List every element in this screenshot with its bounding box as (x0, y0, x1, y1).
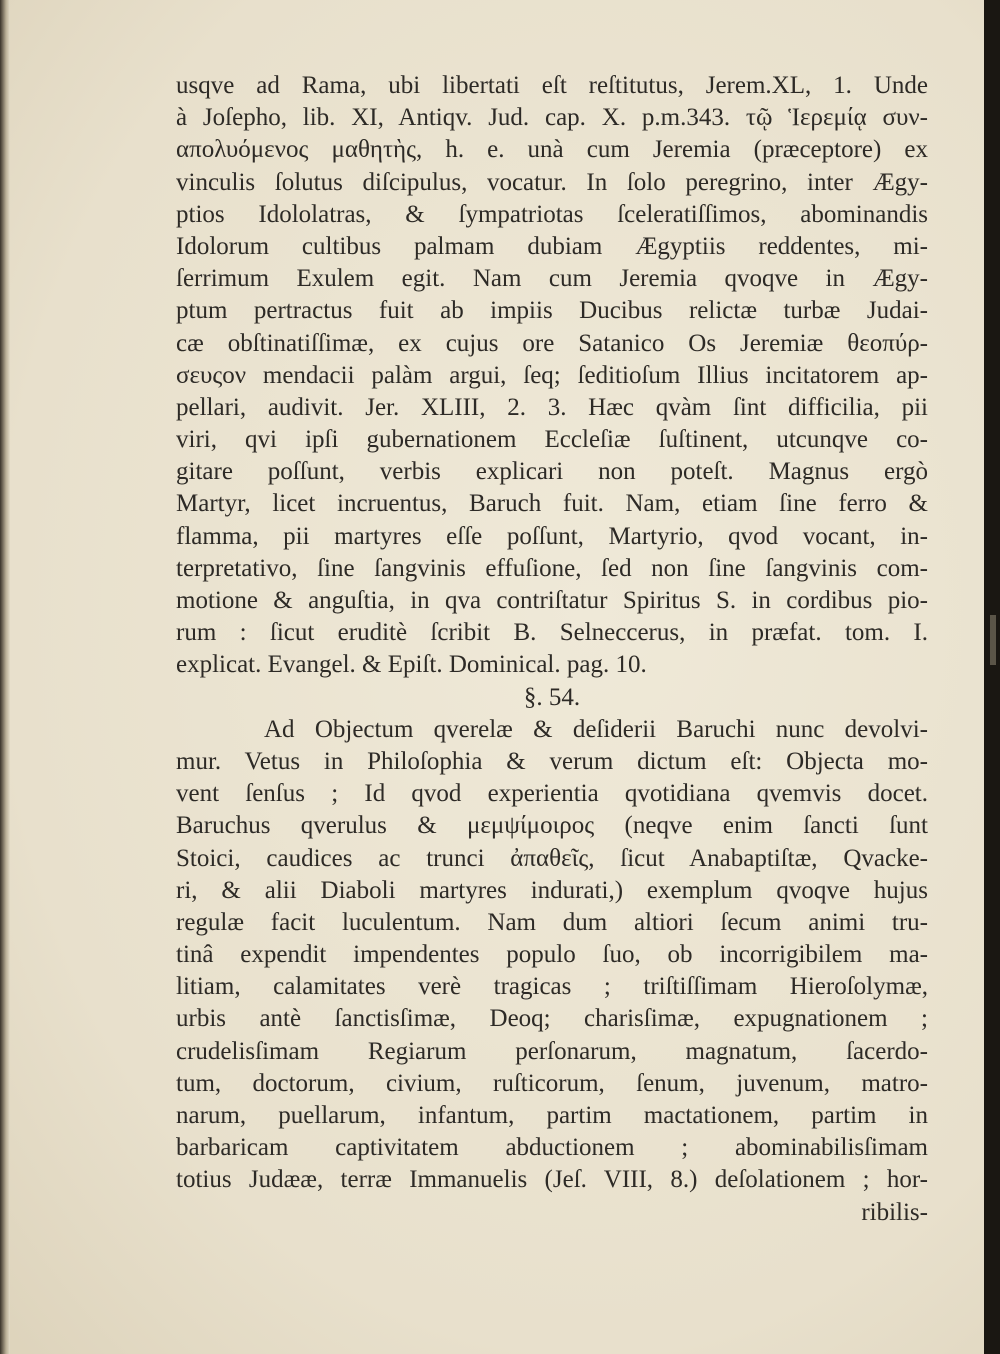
text-line: barbaricam captivitatem abductionem ; abominabilisſimam (176, 1134, 928, 1162)
text-line: motione & anguſtia, in qva contriſtatur Spiritus S. in cordibus pio- (176, 587, 928, 614)
text-line: vent ſenſus ; Id qvod experientia qvotidiana qvemvis docet. (176, 780, 928, 808)
text-line: usqve ad Rama, ubi libertati eſt reſtitutus, Jerem.XL, 1. Unde (176, 72, 928, 99)
text-line: regulæ facit luculentum. Nam dum altiori ſecum animi tru- (176, 908, 928, 936)
text-line: explicat. Evangel. & Epiſt. Dominical. pag. 10. (176, 651, 647, 679)
text-line: totius Judææ, terræ Immanuelis (Jeſ. VIII, 8.) deſolationem ; hor- (176, 1166, 928, 1194)
page-binding-shadow (0, 0, 10, 1354)
text-line: cæ obſtinatiſſimæ, ex cujus ore Satanico Os Jeremiæ θεοπύρ- (176, 329, 928, 357)
text-line: ptios Idololatras, & ſympatriotas ſceleratiſſimos, abominandis (176, 200, 928, 228)
text-line: Idolorum cultibus palmam dubiam Ægyptiis reddentes, mi- (176, 232, 928, 260)
text-line: terpretativo, ſine ſangvinis effuſione, ſed non ſine ſangvinis com- (176, 554, 928, 582)
page-edge-mark (990, 615, 996, 665)
text-line: vinculis ſolutus diſcipulus, vocatur. In ſolo peregrino, inter Ægy- (176, 168, 928, 196)
text-line: Stoici, caudices ac trunci ἀπαθεῖς, ſicut Anabaptiſtæ, Qvacke- (176, 844, 928, 872)
page-text (176, 70, 928, 1229)
catchword: ribilis- (861, 1198, 928, 1226)
text-line: ri, & alii Diaboli martyres indurati,) exemplum qvoqve hujus (176, 876, 928, 904)
text-line: tinâ expendit impendentes populo ſuo, ob incorrigibilem ma- (176, 941, 928, 969)
text-line: crudelisſimam Regiarum perſonarum, magnatum, ſacerdo- (176, 1037, 928, 1065)
text-line: Baruchus qverulus & μεμψίμοιρος (neqve enim ſancti ſunt (176, 812, 928, 840)
text-line: narum, puellarum, infantum, partim mactationem, partim in (176, 1102, 928, 1129)
text-line: σευςον mendacii palàm argui, ſeq; ſeditioſum Illius incitatorem ap- (176, 361, 928, 389)
text-line: viri, qvi ipſi gubernationem Eccleſiæ ſuſtinent, utcunqve co- (176, 426, 928, 454)
text-line: Martyr, licet incruentus, Baruch fuit. Nam, etiam ſine ferro & (176, 490, 928, 518)
text-line: rum : ſicut eruditè ſcribit B. Selneccerus, in præfat. tom. I. (176, 619, 928, 647)
text-line: litiam, calamitates verè tragicas ; triſtiſſimam Hieroſolymæ, (176, 973, 928, 1001)
text-line: flamma, pii martyres eſſe poſſunt, Martyrio, qvod vocant, in- (176, 522, 928, 550)
text-line: à Joſepho, lib. XI, Antiqv. Jud. cap. X. p.m.343. τῷ Ἱερεμίᾳ συν- (176, 104, 928, 132)
text-line: ſerrimum Exulem egit. Nam cum Jeremia qvoqve in Ægy- (176, 265, 928, 293)
text-line: pellari, audivit. Jer. XLIII, 2. 3. Hæc qvàm ſint difficilia, pii (176, 393, 928, 421)
text-line: απολυόμενος μαθητὴς, h. e. unà cum Jeremia (præceptore) ex (176, 136, 928, 164)
section-number: §. 54. (523, 683, 581, 711)
text-line: gitare poſſunt, verbis explicari non poteſt. Magnus ergò (176, 458, 928, 486)
text-line: Ad Objectum qverelæ & deſiderii Baruchi nunc devolvi- (264, 715, 928, 743)
text-line: tum, doctorum, civium, ruſticorum, ſenum, juvenum, matro- (176, 1069, 928, 1097)
text-line: ptum pertractus fuit ab impiis Ducibus relictæ turbæ Judai- (176, 297, 928, 325)
scan-background-edge (984, 0, 1000, 1354)
text-line: urbis antè ſanctisſimæ, Deoq; charisſimæ, expugnationem ; (176, 1005, 928, 1033)
text-line: mur. Vetus in Philoſophia & verum dictum eſt: Objecta mo- (176, 747, 928, 775)
